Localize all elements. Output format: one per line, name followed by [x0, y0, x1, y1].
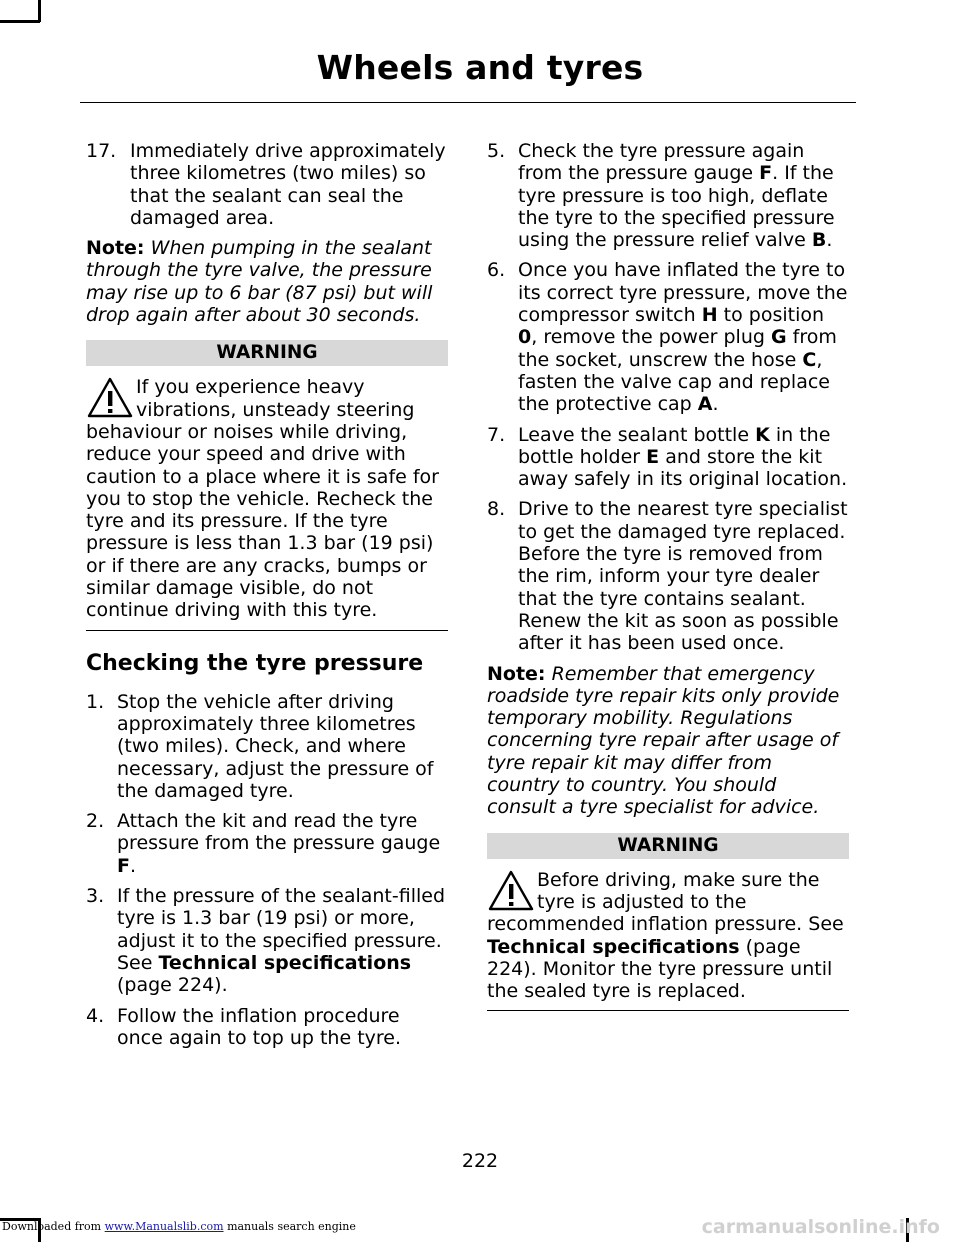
step-text: , fasten the valve cap and replace the protective cap	[518, 348, 830, 416]
step-ref: B	[811, 229, 827, 252]
step-2	[86, 810, 448, 877]
step-8	[487, 498, 849, 654]
step-text: and store the kit away safely in its original location.	[518, 445, 848, 491]
step-ref: 0	[518, 326, 532, 349]
crop-mark	[0, 20, 40, 23]
warning-heading: WARNING	[487, 833, 849, 859]
warning-heading: WARNING	[86, 340, 448, 366]
section-heading: Checking the tyre pressure	[86, 650, 424, 676]
step-5	[487, 140, 849, 251]
warning-triangle-icon	[86, 376, 134, 420]
step-text: Follow the inflation procedure once again to top up the tyre.	[117, 1004, 402, 1049]
step-text: Drive to the nearest tyre specialist to get the damaged tyre replaced. Before the tyre is removed from the rim, inform your tyre dealer that the tyre contains sealant. Renew the kit as soon as possible after it has been used once.	[518, 498, 848, 655]
step-text: Attach the kit and read the tyre pressure from the pressure gauge	[117, 810, 441, 855]
warning-divider	[86, 630, 448, 631]
step-ref: F	[117, 854, 130, 877]
step-text: Immediately drive approximately three kilometres (two miles) so that the sealant can seal the damaged area.	[130, 140, 446, 229]
step-text: in the bottle holder	[518, 423, 831, 468]
step-text: . If the tyre pressure is too high, deflate the tyre to the specified pressure using the pressure relief valve	[518, 162, 835, 252]
warning-text: Before driving, make sure the tyre is adjusted to the recommended inflation pressure. See	[487, 868, 844, 936]
note-text: When pumping in the sealant through the tyre valve, the pressure may rise up to 6 bar (87 psi) but will drop again after about 30 seconds.	[86, 237, 433, 327]
warning-body	[86, 376, 448, 621]
technical-specifications-link[interactable]: Technical specifications	[487, 935, 740, 958]
step-text: If the pressure of the sealant-filled tyre is 1.3 bar (19 psi) or more, adjust it to the specified pressure. See	[117, 885, 446, 974]
header-divider	[80, 102, 856, 103]
step-ref: H	[701, 304, 718, 327]
step-ref: K	[755, 423, 770, 446]
step-ref: F	[759, 162, 773, 185]
note	[487, 663, 849, 819]
note-label: Note:	[86, 237, 145, 260]
step-number: 3.	[86, 885, 105, 908]
left-column	[86, 140, 448, 1057]
step-ref: E	[646, 445, 660, 468]
warning-triangle-icon	[487, 869, 535, 913]
step-number: 1.	[86, 690, 105, 713]
step-number: 6.	[487, 259, 506, 282]
step-text: Leave the sealant bottle	[518, 423, 750, 446]
crop-mark	[38, 0, 41, 22]
step-text: .	[826, 229, 833, 252]
step-ref: G	[770, 326, 787, 349]
note-label: Note:	[487, 662, 546, 685]
step-text: Check the tyre pressure again from the pressure gauge	[518, 140, 805, 185]
step-text: , remove the power plug	[531, 326, 765, 349]
step-7	[487, 424, 849, 491]
note-text: Remember that emergency roadside tyre repair kits only provide temporary mobility. Regulations concerning tyre repair after usage of tyre repair kit may differ from country to country. You should consult a tyre specialist for advice.	[487, 662, 840, 819]
step-17	[86, 140, 448, 229]
manualslib-link[interactable]: www.Manualslib.com	[104, 1220, 224, 1233]
page-number: 222	[461, 1150, 499, 1172]
step-4	[86, 1005, 448, 1050]
step-text: to position	[723, 304, 825, 327]
download-footer	[2, 1220, 356, 1233]
warning-divider	[487, 1010, 849, 1011]
note	[86, 237, 448, 326]
warning-body	[487, 869, 849, 1003]
watermark: carmanualsonline.info	[701, 1216, 940, 1238]
footer-prefix: Downloaded from	[2, 1220, 102, 1233]
step-text: from the socket, unscrew the hose	[518, 326, 837, 371]
step-number: 17.	[86, 140, 117, 162]
step-3	[86, 885, 448, 996]
step-number: 5.	[487, 140, 506, 162]
step-6	[487, 259, 849, 415]
step-number: 4.	[86, 1004, 105, 1027]
step-number: 2.	[86, 810, 105, 833]
footer-suffix: manuals search engine	[227, 1220, 356, 1233]
step-number: 7.	[487, 423, 506, 446]
step-text: Once you have inflated the tyre to its correct tyre pressure, move the compressor switch	[518, 259, 848, 327]
right-column	[487, 140, 849, 1031]
page-title: Wheels and tyres	[316, 48, 644, 87]
step-text: Stop the vehicle after driving approximately three kilometres (two miles). Check, and where necessary, adjust the pressure of the damaged tyre.	[117, 690, 434, 802]
warning-text: (page 224). Monitor the tyre pressure until the sealed tyre is replaced.	[487, 935, 833, 1003]
page-reference: (page 224).	[117, 974, 228, 997]
warning-text: If you experience heavy vibrations, unsteady steering behaviour or noises while driving, reduce your speed and drive with caution to a place where it is safe for you to stop the vehicle. Recheck the tyre and its pressure. If the tyre pressure is less than 1.3 bar (19 psi) or if there are any cracks, bumps or similar damage visible, do not continue driving with this tyre.	[86, 376, 439, 622]
step-ref: C	[802, 348, 817, 371]
step-text: .	[712, 393, 719, 416]
step-text-end: .	[129, 854, 137, 877]
step-ref: A	[697, 393, 713, 416]
step-1	[86, 691, 448, 802]
technical-specifications-link[interactable]: Technical specifications	[158, 951, 412, 974]
step-number: 8.	[487, 498, 506, 521]
